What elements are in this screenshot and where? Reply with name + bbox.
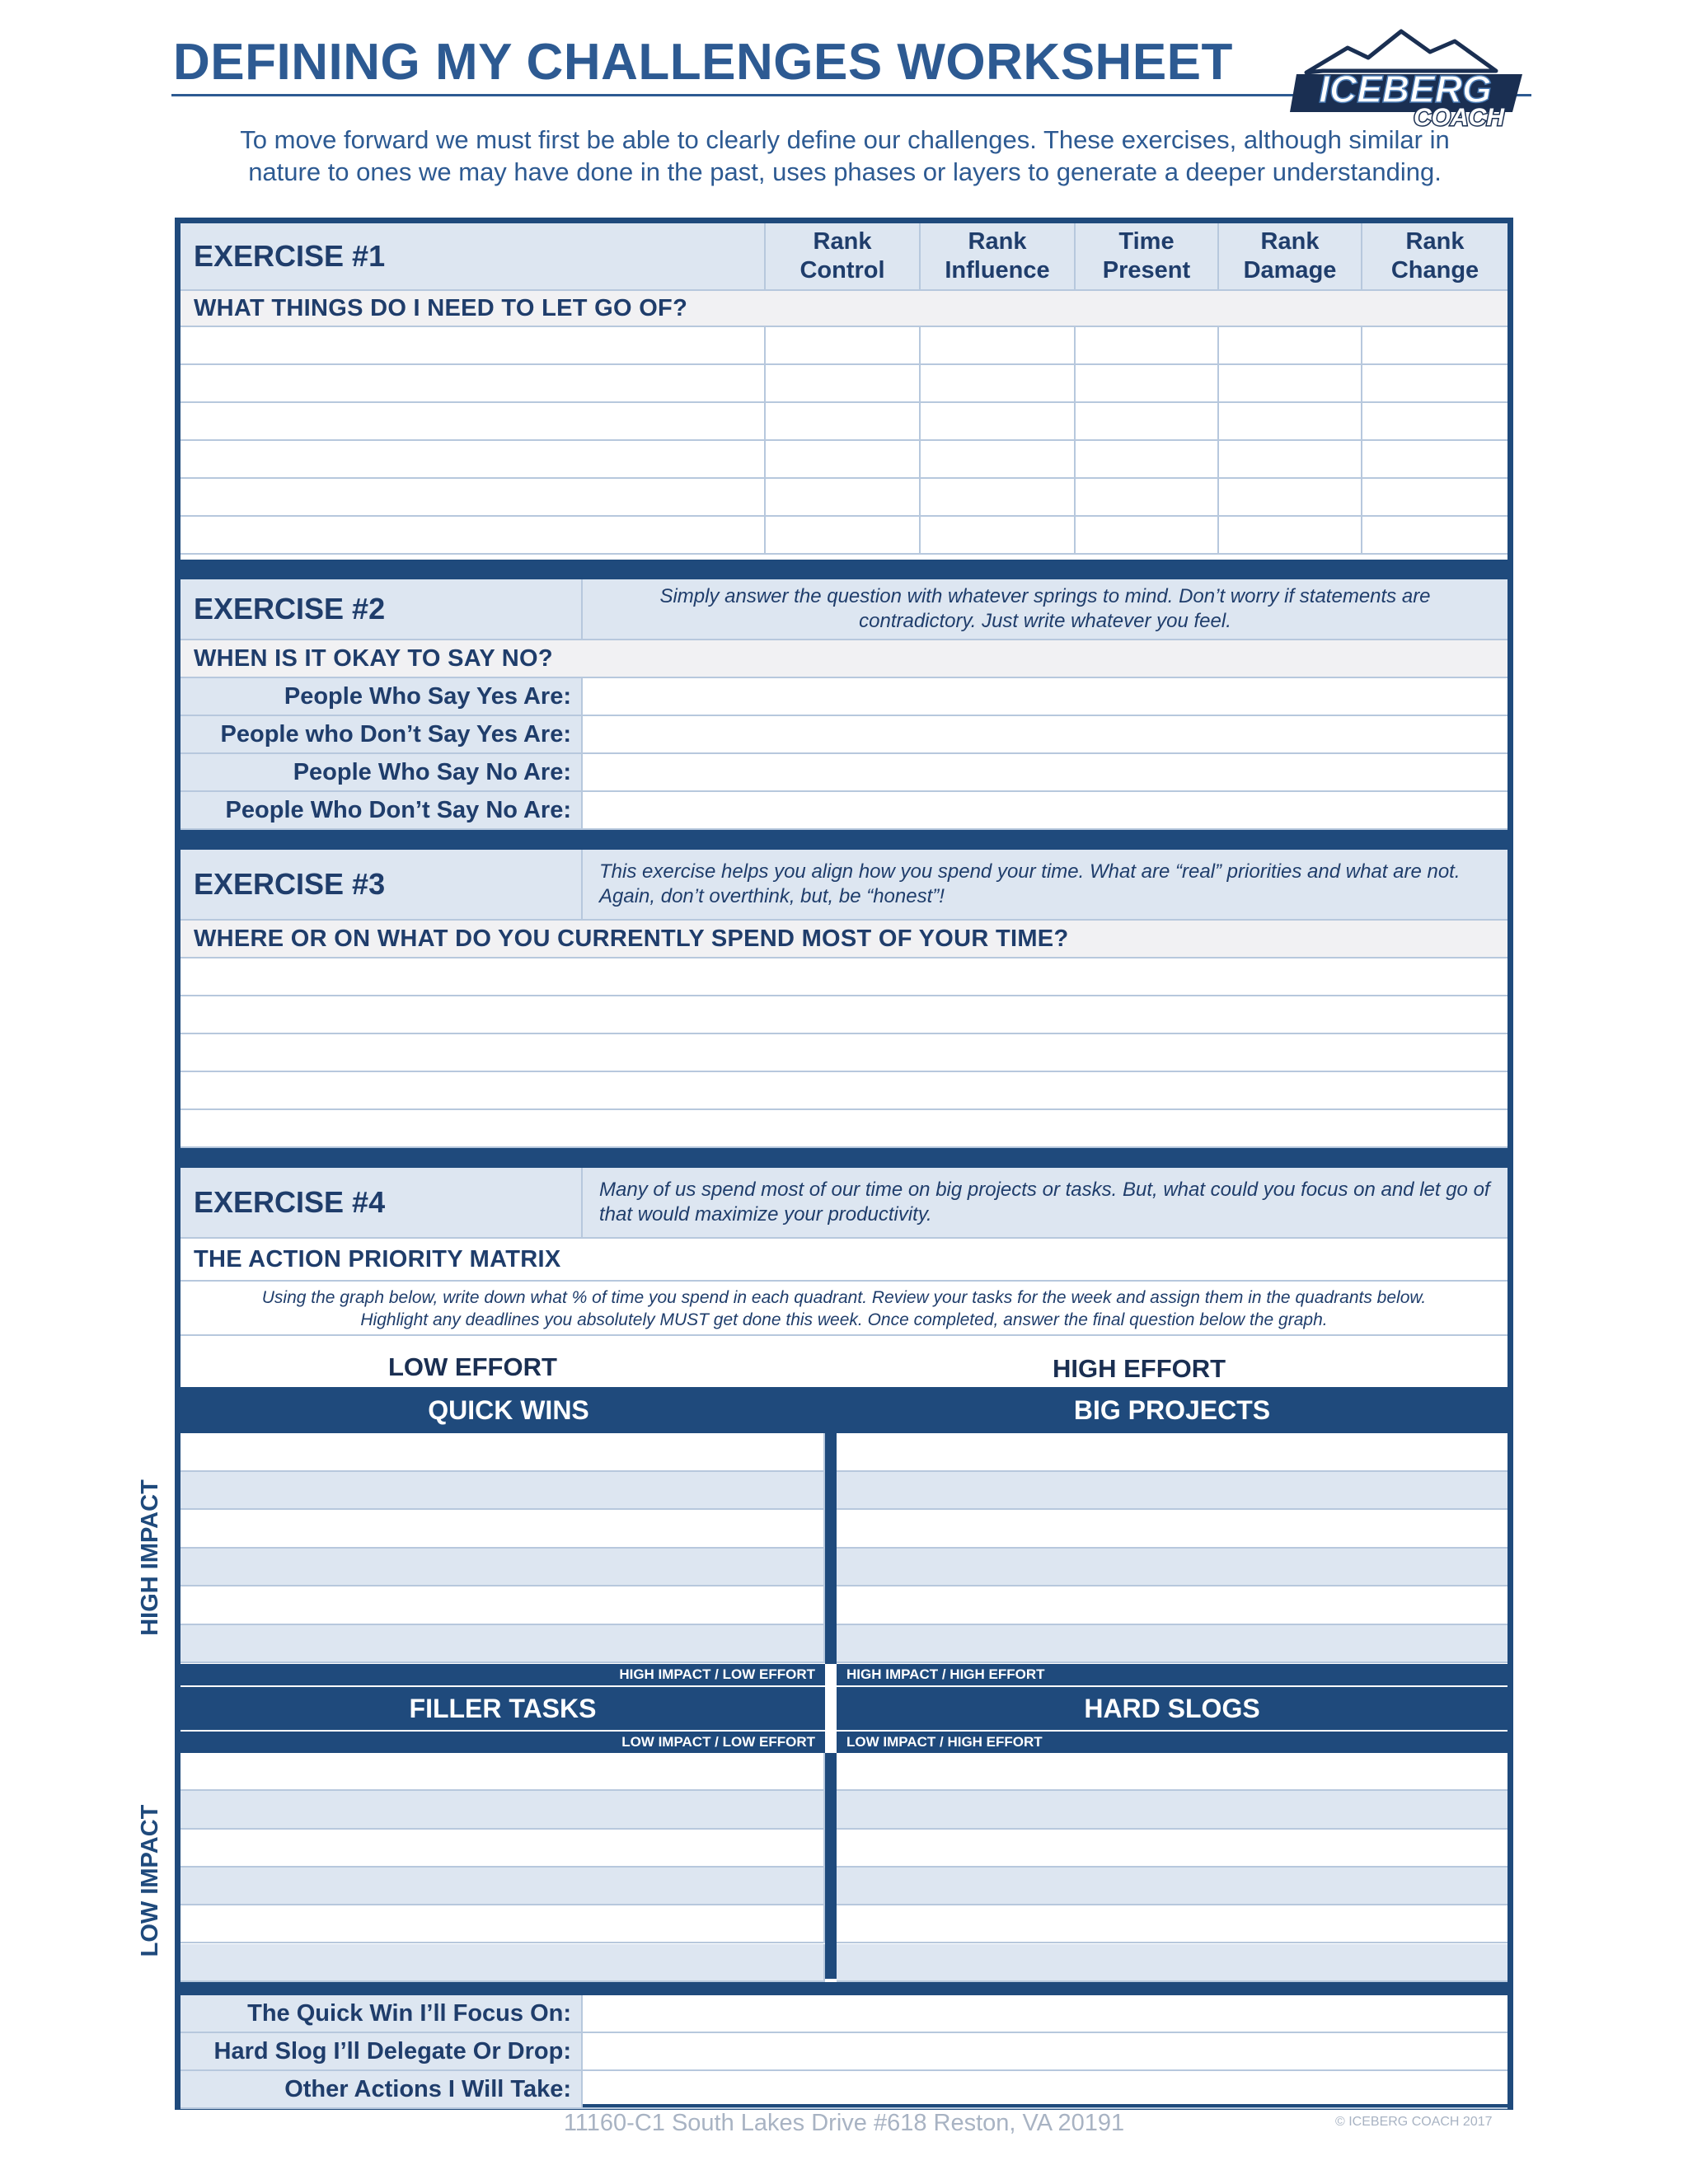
col-line: Present bbox=[1102, 257, 1191, 284]
big-projects-heading: BIG PROJECTS bbox=[837, 1387, 1507, 1433]
entry-cell[interactable] bbox=[766, 403, 921, 441]
final-answer-field[interactable] bbox=[583, 2033, 1507, 2071]
exercise-1-label: EXERCISE #1 bbox=[181, 223, 766, 291]
low-effort-label: LOW EFFORT bbox=[388, 1352, 557, 1381]
entry-cell[interactable] bbox=[766, 479, 921, 517]
worksheet-frame bbox=[175, 218, 1513, 2110]
big-projects-line[interactable] bbox=[837, 1472, 1507, 1511]
intro-text bbox=[173, 124, 1517, 188]
entry-cell[interactable] bbox=[181, 441, 766, 479]
row-label: People Who Say No Are: bbox=[181, 754, 583, 792]
entry-cell[interactable] bbox=[181, 327, 766, 365]
answer-field[interactable] bbox=[583, 678, 1507, 716]
exercise-1-question: WHAT THINGS DO I NEED TO LET GO OF? bbox=[181, 291, 1507, 327]
filler-tasks-heading bbox=[181, 1687, 825, 1730]
entry-cell[interactable] bbox=[181, 365, 766, 403]
row-label: People who Don’t Say Yes Are: bbox=[181, 716, 583, 754]
entry-cell[interactable] bbox=[1362, 479, 1507, 517]
exercise-2-label: EXERCISE #2 bbox=[181, 579, 583, 640]
quick-wins-line[interactable] bbox=[181, 1510, 825, 1549]
hard-slogs-line[interactable] bbox=[837, 1791, 1507, 1829]
logo-bottom-text: COACH bbox=[1414, 104, 1504, 130]
hi-le-label: HIGH IMPACT / LOW EFFORT bbox=[181, 1664, 825, 1685]
answer-line[interactable] bbox=[181, 996, 1507, 1034]
exercise-3-note: This exercise helps you align how you spend your time. What are “real” priorities and what are not. Again, don’t overthink, but, be “honest”! bbox=[583, 850, 1507, 921]
entry-cell[interactable] bbox=[1219, 441, 1362, 479]
answer-line[interactable] bbox=[181, 1110, 1507, 1148]
entry-cell[interactable] bbox=[1219, 365, 1362, 403]
exercise-2-note: Simply answer the question with whatever springs to mind. Don’t worry if statements are contradictory. Just write whatever you feel. bbox=[583, 579, 1507, 640]
filler-tasks-line[interactable] bbox=[181, 1868, 825, 1905]
col-rank-damage bbox=[1219, 223, 1362, 291]
col-line: Change bbox=[1390, 257, 1479, 284]
filler-tasks-line[interactable] bbox=[181, 1905, 825, 1943]
quick-wins-line[interactable] bbox=[181, 1472, 825, 1511]
hi-he-label: HIGH IMPACT / HIGH EFFORT bbox=[837, 1664, 1507, 1685]
col-time-present bbox=[1076, 223, 1219, 291]
col-line: Control bbox=[799, 257, 885, 284]
entry-cell[interactable] bbox=[921, 479, 1076, 517]
final-answer-field[interactable] bbox=[583, 2071, 1507, 2109]
entry-cell[interactable] bbox=[1219, 327, 1362, 365]
section-divider bbox=[181, 560, 1507, 579]
matrix-gap bbox=[825, 1664, 837, 1753]
entry-cell[interactable] bbox=[1076, 403, 1219, 441]
col-line: Time bbox=[1118, 228, 1175, 255]
matrix-bottom-bar bbox=[181, 1982, 1507, 1995]
quick-wins-line[interactable] bbox=[181, 1625, 825, 1664]
quick-wins-line[interactable] bbox=[181, 1433, 825, 1472]
col-line: Rank bbox=[968, 228, 1027, 255]
entry-cell[interactable] bbox=[1076, 517, 1219, 555]
entry-cell[interactable] bbox=[1219, 479, 1362, 517]
iceberg-coach-logo bbox=[1290, 23, 1529, 130]
entry-cell[interactable] bbox=[1362, 517, 1507, 555]
entry-cell[interactable] bbox=[766, 441, 921, 479]
exercise-4-note: Many of us spend most of our time on big projects or tasks. But, what could you focus on and let go of that would maximize your productivity. bbox=[583, 1168, 1507, 1239]
intro-line-1: To move forward we must first be able to clearly define our challenges. These exercises, although similar in bbox=[240, 125, 1450, 154]
col-line: Influence bbox=[945, 257, 1050, 284]
low-impact-label: LOW IMPACT bbox=[137, 1804, 163, 1957]
high-effort-label: HIGH EFFORT bbox=[1053, 1354, 1226, 1383]
page-title: DEFINING MY CHALLENGES WORKSHEET bbox=[173, 34, 1233, 91]
entry-cell[interactable] bbox=[921, 403, 1076, 441]
answer-field[interactable] bbox=[583, 792, 1507, 830]
big-projects-line[interactable] bbox=[837, 1549, 1507, 1587]
hard-slogs-line[interactable] bbox=[837, 1905, 1507, 1943]
li-he-label: LOW IMPACT / HIGH EFFORT bbox=[837, 1732, 1507, 1753]
entry-cell[interactable] bbox=[1362, 365, 1507, 403]
filler-tasks-line[interactable] bbox=[181, 1791, 825, 1829]
exercise-3-label: EXERCISE #3 bbox=[181, 850, 583, 921]
quick-wins-heading: QUICK WINS bbox=[181, 1387, 837, 1433]
section-divider bbox=[181, 830, 1507, 850]
row-label: People Who Say Yes Are: bbox=[181, 678, 583, 716]
hard-slogs-line[interactable] bbox=[837, 1868, 1507, 1905]
exercise-2-question: WHEN IS IT OKAY TO SAY NO? bbox=[181, 640, 1507, 678]
row-label: People Who Don’t Say No Are: bbox=[181, 792, 583, 830]
entry-cell[interactable] bbox=[1219, 517, 1362, 555]
entry-cell[interactable] bbox=[921, 365, 1076, 403]
col-line: Damage bbox=[1243, 257, 1337, 284]
mountain-icon bbox=[1306, 31, 1496, 73]
entry-cell[interactable] bbox=[766, 327, 921, 365]
entry-cell[interactable] bbox=[1219, 403, 1362, 441]
big-projects-line[interactable] bbox=[837, 1625, 1507, 1664]
footer-copyright: © ICEBERG COACH 2017 bbox=[1335, 2115, 1493, 2129]
footer-address: 11160-C1 South Lakes Drive #618 Reston, VA 20191 bbox=[563, 2110, 1125, 2136]
entry-cell[interactable] bbox=[1076, 441, 1219, 479]
final-row-label: Other Actions I Will Take: bbox=[181, 2071, 583, 2109]
final-row-label: The Quick Win I’ll Focus On: bbox=[181, 1995, 583, 2033]
big-projects-line[interactable] bbox=[837, 1586, 1507, 1625]
entry-cell[interactable] bbox=[766, 365, 921, 403]
filler-tasks-line[interactable] bbox=[181, 1944, 825, 1982]
final-answer-field[interactable] bbox=[583, 1995, 1507, 2033]
matrix-instructions bbox=[181, 1282, 1507, 1336]
entry-cell[interactable] bbox=[1362, 327, 1507, 365]
col-line: Rank bbox=[813, 228, 872, 255]
instructions-line-1: Using the graph below, write down what % of time you spend in each quadrant. Review your tasks for the week and assign them in the quadrants below. bbox=[261, 1288, 1427, 1307]
entry-cell[interactable] bbox=[921, 517, 1076, 555]
hard-slogs-line[interactable] bbox=[837, 1830, 1507, 1868]
instructions-line-2: Highlight any deadlines you absolutely MUST get done this week. Once completed, answer the final question below the graph. bbox=[360, 1310, 1328, 1329]
filler-tasks-line[interactable] bbox=[181, 1830, 825, 1868]
entry-cell[interactable] bbox=[1076, 327, 1219, 365]
intro-line-2: nature to ones we may have done in the past, uses phases or layers to generate a deeper understanding. bbox=[248, 157, 1442, 186]
exercise-4-question: THE ACTION PRIORITY MATRIX bbox=[181, 1239, 1507, 1282]
exercise-4-label: EXERCISE #4 bbox=[181, 1168, 583, 1239]
entry-cell[interactable] bbox=[181, 517, 766, 555]
quick-wins-line[interactable] bbox=[181, 1549, 825, 1587]
entry-cell[interactable] bbox=[921, 441, 1076, 479]
big-projects-line[interactable] bbox=[837, 1433, 1507, 1472]
answer-field[interactable] bbox=[583, 716, 1507, 754]
col-rank-change bbox=[1362, 223, 1507, 291]
filler-tasks-line[interactable] bbox=[181, 1753, 825, 1791]
quick-wins-line[interactable] bbox=[181, 1586, 825, 1625]
answer-line[interactable] bbox=[181, 1034, 1507, 1072]
li-le-label: LOW IMPACT / LOW EFFORT bbox=[181, 1732, 825, 1753]
entry-cell[interactable] bbox=[766, 517, 921, 555]
entry-cell[interactable] bbox=[1362, 441, 1507, 479]
entry-cell[interactable] bbox=[1362, 403, 1507, 441]
hard-slogs-line[interactable] bbox=[837, 1944, 1507, 1982]
entry-cell[interactable] bbox=[1076, 479, 1219, 517]
high-impact-label: HIGH IMPACT bbox=[137, 1479, 163, 1636]
final-row-label: Hard Slog I’ll Delegate Or Drop: bbox=[181, 2033, 583, 2071]
entry-cell[interactable] bbox=[921, 327, 1076, 365]
logo-top-text: ICEBERG bbox=[1319, 68, 1492, 110]
big-projects-line[interactable] bbox=[837, 1510, 1507, 1549]
entry-cell[interactable] bbox=[181, 403, 766, 441]
filler-tasks-text: FILLER TASKS bbox=[409, 1693, 597, 1723]
section-divider bbox=[181, 1148, 1507, 1168]
answer-line[interactable] bbox=[181, 1072, 1507, 1110]
col-line: Rank bbox=[1260, 228, 1320, 255]
col-rank-influence bbox=[921, 223, 1076, 291]
hard-slogs-line[interactable] bbox=[837, 1753, 1507, 1791]
entry-cell[interactable] bbox=[1076, 365, 1219, 403]
col-rank-control bbox=[766, 223, 921, 291]
exercise-3-question: WHERE OR ON WHAT DO YOU CURRENTLY SPEND MOST OF YOUR TIME? bbox=[181, 921, 1507, 958]
entry-cell[interactable] bbox=[181, 479, 766, 517]
answer-line[interactable] bbox=[181, 958, 1507, 996]
hard-slogs-heading: HARD SLOGS bbox=[837, 1687, 1507, 1730]
answer-field[interactable] bbox=[583, 754, 1507, 792]
col-line: Rank bbox=[1405, 228, 1465, 255]
